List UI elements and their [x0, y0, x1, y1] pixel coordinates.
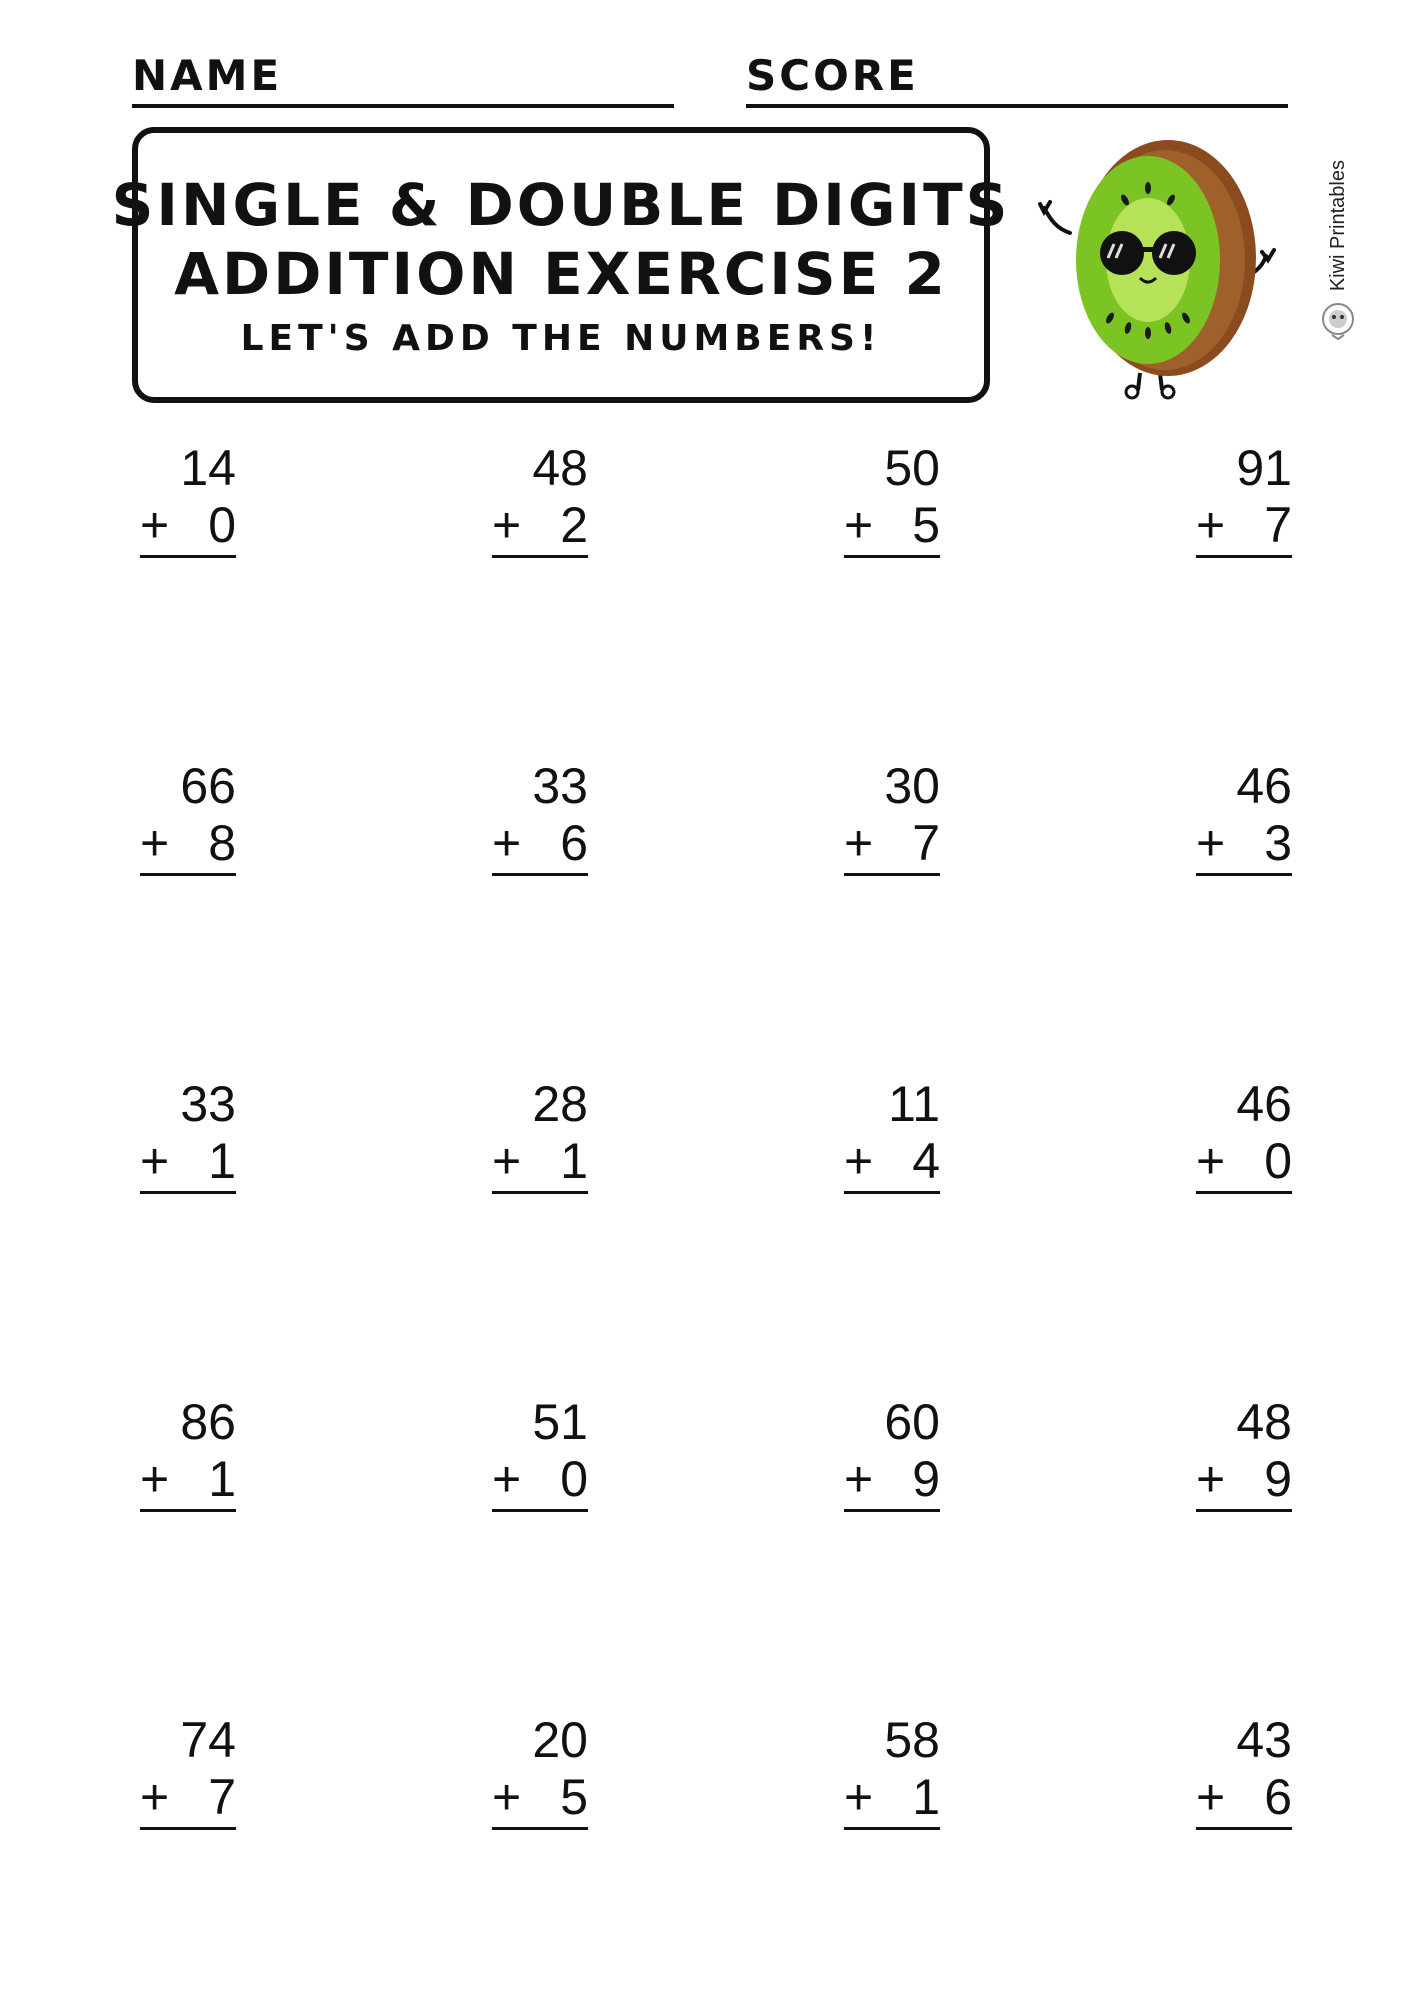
plus-sign: + — [492, 1451, 522, 1507]
top-number: 33 — [180, 1076, 236, 1132]
bottom-number: 2 — [560, 497, 588, 553]
kiwi-mascot-icon — [1030, 128, 1290, 408]
top-number: 46 — [1236, 758, 1292, 814]
bottom-number: 1 — [208, 1133, 236, 1189]
problem-bottom-row — [1196, 815, 1292, 872]
plus-sign: + — [844, 1769, 874, 1825]
addition-problem — [844, 1394, 940, 1512]
problem-bottom-row — [140, 1451, 236, 1508]
problem-top-number — [844, 1712, 940, 1769]
score-line[interactable] — [746, 104, 1288, 108]
answer-line[interactable] — [492, 1827, 588, 1830]
plus-sign: + — [1196, 1769, 1226, 1825]
addition-problem — [492, 1394, 588, 1512]
problem-top-number — [1196, 758, 1292, 815]
title-line-2: ADDITION EXERCISE 2 — [174, 239, 948, 308]
plus-sign: + — [140, 1769, 170, 1825]
addition-problem — [140, 440, 236, 558]
addition-problem — [140, 1076, 236, 1194]
top-number: 91 — [1236, 440, 1292, 496]
plus-sign: + — [844, 1133, 874, 1189]
answer-line[interactable] — [844, 1827, 940, 1830]
name-line[interactable] — [132, 104, 674, 108]
bottom-number: 7 — [1264, 497, 1292, 553]
plus-sign: + — [140, 815, 170, 871]
top-number: 48 — [532, 440, 588, 496]
answer-line[interactable] — [844, 1191, 940, 1194]
addition-problem — [492, 758, 588, 876]
plus-sign: + — [492, 1769, 522, 1825]
title-box — [111, 127, 1011, 403]
answer-line[interactable] — [1196, 555, 1292, 558]
addition-problem — [844, 1076, 940, 1194]
problem-bottom-row — [492, 1133, 588, 1190]
top-number: 14 — [180, 440, 236, 496]
problem-bottom-row — [140, 815, 236, 872]
bottom-number: 4 — [912, 1133, 940, 1189]
top-number: 50 — [884, 440, 940, 496]
answer-line[interactable] — [492, 1191, 588, 1194]
problem-bottom-row — [492, 497, 588, 554]
answer-line[interactable] — [1196, 1509, 1292, 1512]
problem-top-number — [140, 1076, 236, 1133]
addition-problem — [492, 1076, 588, 1194]
problem-top-number — [844, 758, 940, 815]
bottom-number: 1 — [912, 1769, 940, 1825]
problem-top-number — [1196, 1076, 1292, 1133]
top-number: 11 — [888, 1076, 940, 1132]
bottom-number: 1 — [560, 1133, 588, 1189]
plus-sign: + — [844, 815, 874, 871]
answer-line[interactable] — [844, 555, 940, 558]
brand — [1308, 160, 1368, 380]
addition-problem — [844, 758, 940, 876]
top-number: 43 — [1236, 1712, 1292, 1768]
problem-bottom-row — [844, 1451, 940, 1508]
answer-line[interactable] — [844, 1509, 940, 1512]
problem-top-number — [1196, 1712, 1292, 1769]
bottom-number: 7 — [208, 1769, 236, 1825]
problem-top-number — [492, 1394, 588, 1451]
problem-bottom-row — [1196, 1769, 1292, 1826]
answer-line[interactable] — [140, 1191, 236, 1194]
bottom-number: 9 — [1264, 1451, 1292, 1507]
problem-bottom-row — [140, 1769, 236, 1826]
top-number: 46 — [1236, 1076, 1292, 1132]
plus-sign: + — [1196, 497, 1226, 553]
addition-problem — [1196, 758, 1292, 876]
problem-bottom-row — [1196, 1133, 1292, 1190]
plus-sign: + — [492, 497, 522, 553]
top-number: 33 — [532, 758, 588, 814]
problem-bottom-row — [492, 815, 588, 872]
problem-bottom-row — [844, 497, 940, 554]
problem-bottom-row — [844, 815, 940, 872]
answer-line[interactable] — [1196, 1827, 1292, 1830]
plus-sign: + — [140, 497, 170, 553]
top-number: 28 — [532, 1076, 588, 1132]
problem-top-number — [844, 1394, 940, 1451]
answer-line[interactable] — [844, 873, 940, 876]
top-number: 66 — [180, 758, 236, 814]
problem-top-number — [140, 440, 236, 497]
problem-bottom-row — [844, 1769, 940, 1826]
problem-bottom-row — [140, 497, 236, 554]
addition-problem — [1196, 1076, 1292, 1194]
answer-line[interactable] — [140, 1509, 236, 1512]
addition-problem — [844, 440, 940, 558]
addition-problem — [492, 1712, 588, 1830]
answer-line[interactable] — [492, 555, 588, 558]
answer-line[interactable] — [140, 873, 236, 876]
top-number: 60 — [884, 1394, 940, 1450]
problem-top-number — [1196, 440, 1292, 497]
answer-line[interactable] — [1196, 1191, 1292, 1194]
answer-line[interactable] — [140, 555, 236, 558]
problem-top-number — [140, 1394, 236, 1451]
plus-sign: + — [1196, 815, 1226, 871]
top-number: 51 — [532, 1394, 588, 1450]
answer-line[interactable] — [492, 873, 588, 876]
bottom-number: 5 — [560, 1769, 588, 1825]
name-label: NAME — [132, 51, 283, 100]
top-number: 74 — [180, 1712, 236, 1768]
plus-sign: + — [492, 1133, 522, 1189]
bottom-number: 1 — [208, 1451, 236, 1507]
problem-bottom-row — [492, 1451, 588, 1508]
plus-sign: + — [1196, 1133, 1226, 1189]
subtitle: LET'S ADD THE NUMBERS! — [240, 317, 882, 359]
kiwi-logo-icon — [1320, 301, 1356, 341]
problem-top-number — [1196, 1394, 1292, 1451]
bottom-number: 9 — [912, 1451, 940, 1507]
bottom-number: 6 — [560, 815, 588, 871]
top-number: 20 — [532, 1712, 588, 1768]
plus-sign: + — [140, 1451, 170, 1507]
problem-bottom-row — [1196, 1451, 1292, 1508]
problem-top-number — [492, 1076, 588, 1133]
top-number: 30 — [884, 758, 940, 814]
plus-sign: + — [140, 1133, 170, 1189]
problem-top-number — [844, 440, 940, 497]
addition-problem — [1196, 1394, 1292, 1512]
bottom-number: 0 — [208, 497, 236, 553]
top-number: 58 — [884, 1712, 940, 1768]
bottom-number: 7 — [912, 815, 940, 871]
addition-problem — [140, 1394, 236, 1512]
bottom-number: 0 — [1264, 1133, 1292, 1189]
problem-bottom-row — [1196, 497, 1292, 554]
bottom-number: 8 — [208, 815, 236, 871]
bottom-number: 6 — [1264, 1769, 1292, 1825]
addition-problem — [140, 758, 236, 876]
problem-top-number — [844, 1076, 940, 1133]
problem-bottom-row — [140, 1133, 236, 1190]
addition-problem — [844, 1712, 940, 1830]
bottom-number: 3 — [1264, 815, 1292, 871]
top-number: 86 — [180, 1394, 236, 1450]
brand-text: Kiwi Printables — [1326, 160, 1349, 292]
problem-top-number — [492, 440, 588, 497]
addition-problem — [1196, 1712, 1292, 1830]
plus-sign: + — [1196, 1451, 1226, 1507]
bottom-number: 0 — [560, 1451, 588, 1507]
problem-top-number — [140, 1712, 236, 1769]
bottom-number: 5 — [912, 497, 940, 553]
top-number: 48 — [1236, 1394, 1292, 1450]
problem-top-number — [140, 758, 236, 815]
title-line-1: SINGLE & DOUBLE DIGITS — [111, 171, 1011, 240]
addition-problem — [140, 1712, 236, 1830]
plus-sign: + — [844, 1451, 874, 1507]
addition-problem — [492, 440, 588, 558]
answer-line[interactable] — [492, 1509, 588, 1512]
problem-bottom-row — [492, 1769, 588, 1826]
answer-line[interactable] — [140, 1827, 236, 1830]
answer-line[interactable] — [1196, 873, 1292, 876]
problem-bottom-row — [844, 1133, 940, 1190]
plus-sign: + — [492, 815, 522, 871]
addition-problem — [1196, 440, 1292, 558]
score-label: SCORE — [746, 51, 919, 100]
plus-sign: + — [844, 497, 874, 553]
problem-top-number — [492, 758, 588, 815]
problem-top-number — [492, 1712, 588, 1769]
